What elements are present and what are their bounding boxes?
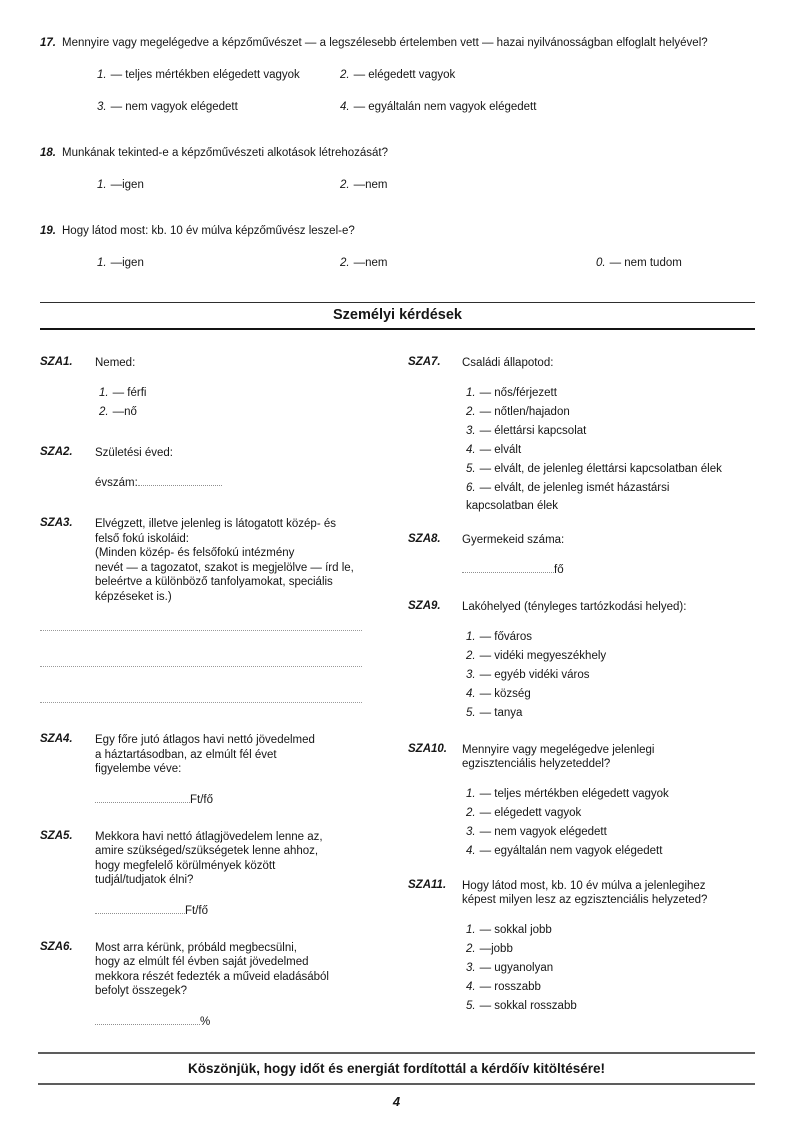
answer-option[interactable] <box>466 460 755 479</box>
question-line: képest milyen lesz az egzisztenciális helyzeted? <box>462 894 708 906</box>
fill-in-field <box>95 1015 408 1030</box>
section-title: Személyi kérdések <box>333 307 462 323</box>
answer-option[interactable] <box>466 959 755 978</box>
answer-blank-line[interactable] <box>40 702 362 703</box>
question-number: SZA6. <box>40 940 73 953</box>
question-line: felső fokú iskoláid: <box>95 532 189 545</box>
answer-options <box>95 384 408 422</box>
question-sza4 <box>40 733 408 808</box>
question-line: Most arra kérünk, próbáld megbecsülni, <box>95 941 297 954</box>
sza-question-row <box>40 356 408 422</box>
answer-option[interactable] <box>466 785 755 804</box>
question-number: SZA7. <box>408 356 441 368</box>
answer-option[interactable] <box>466 479 755 498</box>
option-number: 1. <box>97 257 107 269</box>
question-sza7 <box>408 356 755 515</box>
option-number: 3. <box>466 668 476 681</box>
option-number: 2. <box>466 942 476 955</box>
question-18 <box>40 146 755 193</box>
answer-option[interactable] <box>596 256 682 271</box>
question-sza10 <box>408 743 755 861</box>
question-text: Hogy látod most: kb. 10 év múlva képzőművész leszel-e? <box>62 225 355 237</box>
option-number: 1. <box>466 787 476 800</box>
question-line: amire szükséged/szükségetek lenne ahhoz, <box>95 845 319 857</box>
option-label: —jobb <box>479 942 513 955</box>
question-head <box>40 146 755 161</box>
sza-question-row <box>40 733 408 808</box>
question-line: hogy megfelelő körülmények között <box>95 859 276 872</box>
option-number: 2. <box>340 179 350 191</box>
answer-option[interactable] <box>466 441 755 460</box>
sza-question-row <box>40 446 408 492</box>
answer-option[interactable] <box>466 628 755 647</box>
fill-in-field <box>95 904 408 919</box>
fill-unit-label: Ft/fő <box>190 793 214 806</box>
question-line: Lakóhelyed (tényleges tartózkodási helyed): <box>462 601 687 613</box>
option-label: — elvált, de jelenleg ismét házastársi <box>479 481 670 494</box>
option-label: — rosszabb <box>479 980 541 993</box>
option-label: —nem <box>353 257 388 269</box>
question-line: (Minden közép- és felsőfokú intézmény <box>95 547 295 559</box>
question-line: Hogy látod most, kb. 10 év múlva a jelenlegihez <box>462 879 706 892</box>
option-label: — főváros <box>479 630 533 643</box>
option-label: — teljes mértékben elégedett vagyok <box>479 787 669 800</box>
option-label: —nő <box>112 405 137 418</box>
answer-options <box>462 384 755 515</box>
question-body <box>95 733 408 808</box>
question-line: Egy főre jutó átlagos havi nettó jövedelmed <box>95 734 315 746</box>
answer-option[interactable] <box>340 256 596 271</box>
fill-in-line[interactable] <box>138 476 222 486</box>
question-line: hogy az elmúlt fél évben saját jövedelmed <box>95 956 309 968</box>
fill-in-line[interactable] <box>95 793 190 803</box>
answer-option-row <box>97 100 755 115</box>
question-19 <box>40 224 755 271</box>
fill-in-line[interactable] <box>95 904 185 914</box>
sza-question-row <box>408 600 755 723</box>
fill-unit-label: % <box>200 1015 211 1028</box>
question-head <box>40 224 755 239</box>
option-number: 1. <box>99 386 109 399</box>
question-text: Mennyire vagy megelégedve a képzőművészet — a legszélesebb értelemben vett — hazai nyilvánosságban elfoglalt helyével? <box>62 37 708 49</box>
answer-option[interactable] <box>97 68 340 83</box>
option-label: — ugyanolyan <box>479 961 554 974</box>
option-label: — elégedett vagyok <box>353 69 456 81</box>
option-number: 0. <box>596 257 606 269</box>
question-line: egzisztenciális helyzeteddel? <box>462 758 611 770</box>
answer-option[interactable] <box>466 804 755 823</box>
option-number: 2. <box>466 405 476 418</box>
option-label: — község <box>479 687 531 700</box>
answer-options <box>462 921 755 1016</box>
sza-question-row <box>40 830 408 919</box>
question-sza5 <box>40 830 408 919</box>
option-label: — nőtlen/hajadon <box>479 405 570 418</box>
option-number: 3. <box>466 424 476 437</box>
question-number: SZA3. <box>40 517 73 529</box>
option-number: 1. <box>97 69 107 81</box>
question-sza11 <box>408 879 755 1016</box>
question-number: SZA8. <box>408 532 441 545</box>
answer-option[interactable] <box>466 704 755 723</box>
question-number: 18. <box>40 147 56 159</box>
answer-options <box>462 785 755 861</box>
question-number: SZA11. <box>408 878 447 891</box>
fill-in-field <box>95 476 408 491</box>
question-line: Mekkora havi nettó átlagjövedelem lenne az, <box>95 830 323 843</box>
answer-option[interactable] <box>466 384 755 403</box>
option-number: 4. <box>340 101 350 113</box>
answer-option[interactable] <box>466 403 755 422</box>
question-line: tudjál/tudjatok élni? <box>95 874 194 886</box>
question-line: Elvégzett, illetve jelenleg is látogatott közép- és <box>95 518 336 530</box>
answer-options <box>462 628 755 723</box>
personal-questions-right-column <box>408 356 755 1030</box>
answer-option[interactable] <box>466 647 755 666</box>
sza-question-row <box>408 879 755 1016</box>
question-body <box>95 517 408 604</box>
footer-thanks-text: Köszönjük, hogy időt és energiát fordítottál a kérdőív kitöltésére! <box>187 1061 606 1076</box>
option-label: — teljes mértékben elégedett vagyok <box>110 69 300 81</box>
answer-option[interactable] <box>97 256 340 271</box>
answer-option-row <box>97 178 755 193</box>
question-sza9 <box>408 600 755 723</box>
option-label: — egyéb vidéki város <box>479 668 590 681</box>
option-label: —igen <box>110 179 144 191</box>
option-label: — egyáltalán nem vagyok elégedett <box>353 101 537 113</box>
fill-in-field <box>462 563 755 578</box>
fill-label: évszám: <box>95 477 138 489</box>
question-body <box>462 533 755 579</box>
option-label: — elvált, de jelenleg élettársi kapcsolatban élek <box>479 462 722 475</box>
fill-in-line[interactable] <box>462 563 554 573</box>
question-line: nevét — a tagozatot, szakot is megjelölve — írd le, <box>95 561 354 574</box>
question-number: SZA10. <box>408 742 447 755</box>
option-label-continuation: kapcsolatban élek <box>466 499 559 512</box>
question-body <box>462 879 755 1016</box>
question-number: SZA5. <box>40 829 73 842</box>
answer-option[interactable] <box>466 997 755 1016</box>
answer-option-row <box>97 68 755 83</box>
sza-question-row <box>408 743 755 861</box>
option-number: 1. <box>466 630 476 643</box>
question-line: Gyermekeid száma: <box>462 533 565 546</box>
footer <box>38 1052 755 1109</box>
question-number: SZA4. <box>40 733 73 745</box>
question-number: 17. <box>40 37 56 49</box>
section-header <box>40 302 755 330</box>
option-number: 3. <box>97 101 107 113</box>
answer-option[interactable] <box>466 666 755 685</box>
option-number: 4. <box>466 443 476 456</box>
option-label: — elégedett vagyok <box>479 806 582 819</box>
question-line: beleértve a különböző tanfolyamokat, speciális <box>95 576 333 588</box>
option-number: 4. <box>466 844 476 857</box>
fill-in-field <box>95 793 408 808</box>
answer-option-row <box>97 256 755 271</box>
option-label: — férfi <box>112 386 147 399</box>
answer-option[interactable] <box>340 100 596 115</box>
question-body <box>95 446 408 492</box>
option-number: 3. <box>466 961 476 974</box>
question-line: Születési éved: <box>95 446 173 459</box>
answer-blank-line[interactable] <box>40 666 362 667</box>
question-sza6 <box>40 941 408 1030</box>
option-number: 2. <box>340 69 350 81</box>
personal-questions-left-column <box>40 356 408 1030</box>
question-text: Munkának tekinted-e a képzőművészeti alkotások létrehozását? <box>62 147 389 159</box>
question-body <box>95 356 408 422</box>
footer-banner <box>38 1052 755 1085</box>
option-label: — tanya <box>479 706 523 719</box>
option-label: — egyáltalán nem vagyok elégedett <box>479 844 663 857</box>
answer-option[interactable] <box>466 422 755 441</box>
question-sza2 <box>40 446 408 492</box>
option-number: 2. <box>340 257 350 269</box>
question-body <box>95 830 408 919</box>
option-number: 4. <box>466 980 476 993</box>
option-number: 1. <box>97 179 107 191</box>
option-number: 2. <box>99 405 109 418</box>
fill-unit-label: Ft/fő <box>185 904 209 917</box>
question-number: SZA9. <box>408 600 441 612</box>
answer-option[interactable] <box>340 178 596 193</box>
sza-question-row <box>408 533 755 579</box>
question-line: a háztartásodban, az elmúlt fél évet <box>95 748 277 761</box>
question-line: mekkora részét fedezték a műveid eladásából <box>95 970 329 983</box>
option-number: 5. <box>466 999 476 1012</box>
option-label: — nem tudom <box>609 257 682 269</box>
question-line: Családi állapotod: <box>462 357 554 369</box>
question-sza8 <box>408 533 755 579</box>
answer-option[interactable] <box>466 978 755 997</box>
answer-option[interactable] <box>466 940 755 959</box>
option-label: —igen <box>110 257 144 269</box>
option-label: — élettársi kapcsolat <box>479 424 587 437</box>
question-line: képzéseket is.) <box>95 590 172 603</box>
option-label: — nem vagyok elégedett <box>479 825 607 838</box>
question-head <box>40 36 755 51</box>
personal-questions <box>40 356 755 1030</box>
fill-unit-label: fő <box>554 564 564 576</box>
answer-option[interactable] <box>97 178 340 193</box>
question-body <box>462 356 755 515</box>
answer-blank-line[interactable] <box>40 630 362 631</box>
option-label: — nem vagyok elégedett <box>110 101 238 113</box>
sza-question-row <box>40 517 408 604</box>
question-body <box>462 743 755 861</box>
option-label: — nős/férjezett <box>479 386 557 399</box>
answer-option[interactable] <box>99 384 408 403</box>
option-label: — sokkal rosszabb <box>479 999 577 1012</box>
option-label: —nem <box>353 179 388 191</box>
option-number: 3. <box>466 825 476 838</box>
question-line: Nemed: <box>95 357 136 369</box>
option-number: 4. <box>466 687 476 700</box>
answer-option[interactable] <box>466 842 755 861</box>
answer-option[interactable] <box>466 921 755 940</box>
question-sza3 <box>40 517 408 703</box>
option-number: 1. <box>466 923 476 936</box>
option-label: — vidéki megyeszékhely <box>479 649 607 662</box>
question-number: SZA1. <box>40 356 73 368</box>
question-line: figyelembe véve: <box>95 763 182 775</box>
top-questions <box>40 36 755 271</box>
option-number: 2. <box>466 806 476 819</box>
question-17 <box>40 36 755 115</box>
option-number: 2. <box>466 649 476 662</box>
question-number: SZA2. <box>40 445 73 458</box>
sza-question-row <box>40 941 408 1030</box>
question-line: befolyt összegek? <box>95 985 188 997</box>
page-number: 4 <box>392 1094 401 1109</box>
question-sza1 <box>40 356 408 422</box>
sza-question-row <box>408 356 755 515</box>
question-body <box>95 941 408 1030</box>
answer-option[interactable] <box>466 823 755 842</box>
option-label: — elvált <box>479 443 522 456</box>
question-line: Mennyire vagy megelégedve jelenlegi <box>462 743 655 756</box>
answer-option[interactable] <box>340 68 596 83</box>
option-number: 5. <box>466 462 476 475</box>
question-body <box>462 600 755 723</box>
answer-option[interactable] <box>97 100 340 115</box>
question-number: 19. <box>40 225 56 237</box>
answer-option[interactable] <box>99 403 408 422</box>
answer-option[interactable] <box>466 685 755 704</box>
fill-in-line[interactable] <box>95 1015 200 1025</box>
option-label: — sokkal jobb <box>479 923 552 936</box>
option-number: 6. <box>466 481 476 494</box>
option-number: 5. <box>466 706 476 719</box>
option-number: 1. <box>466 386 476 399</box>
